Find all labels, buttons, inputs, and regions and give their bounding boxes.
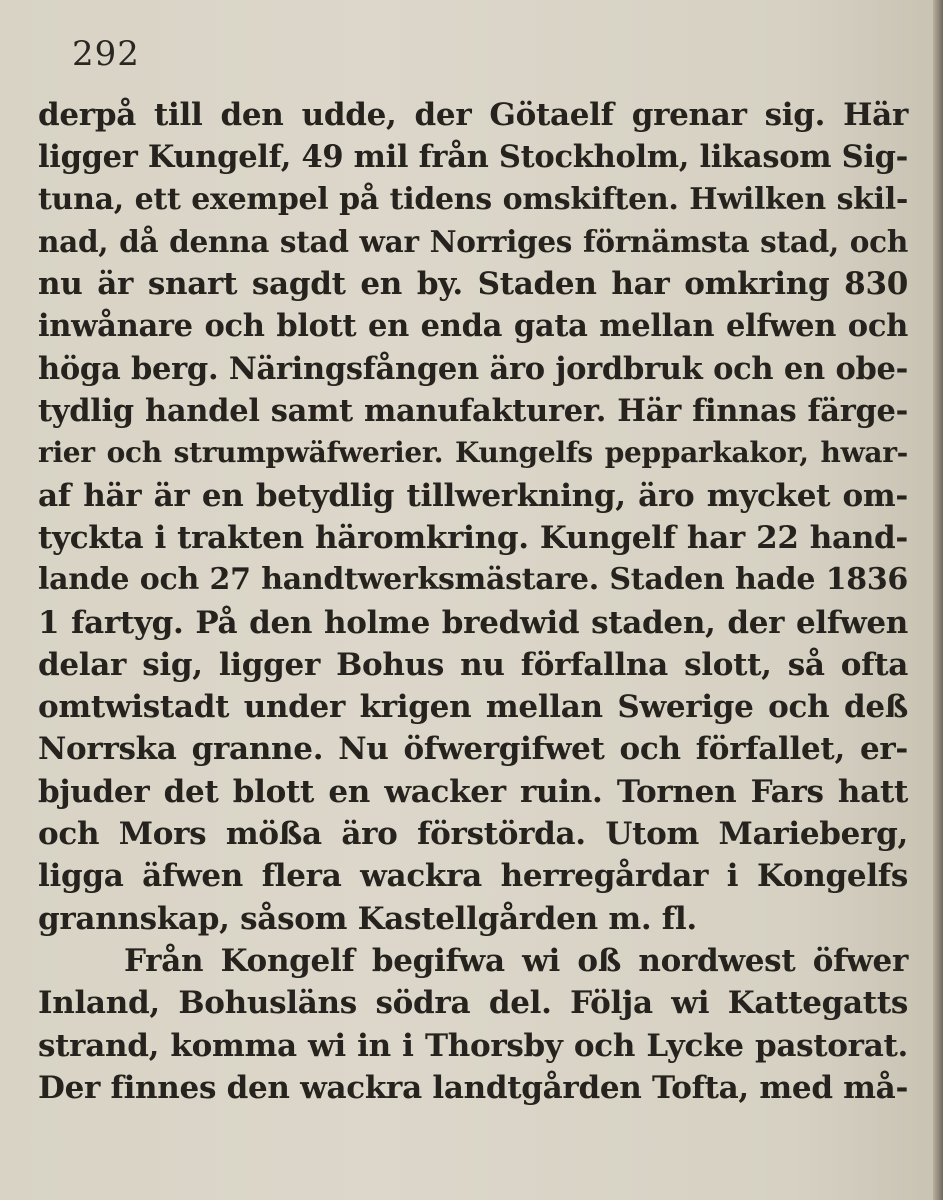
book-spine-shadow — [933, 0, 943, 1200]
body-text — [38, 94, 908, 1109]
text-line: af här är en betydlig tillwerkning, äro mycket om- — [38, 477, 908, 514]
text-line: höga berg. Näringsfången äro jordbruk och en obe- — [38, 350, 908, 387]
text-line: delar sig, ligger Bohus nu förfallna slott, så ofta — [38, 646, 908, 683]
text-line: och Mors mößa äro förstörda. Utom Marieberg, — [38, 816, 908, 853]
text-line: Inland, Bohusläns södra del. Följa wi Kattegatts — [38, 985, 908, 1022]
text-line: ligga äfwen flera wackra herregårdar i Kongelfs — [38, 858, 908, 895]
text-line: tydlig handel samt manufakturer. Här finnas färge- — [38, 393, 908, 430]
text-line: grannskap, såsom Kastellgården m. fl. — [38, 900, 697, 937]
text-line: derpå till den udde, der Götaelf grenar sig. Här — [38, 97, 908, 133]
text-line: tuna, ett exempel på tidens omskiften. Hwilken skil- — [38, 181, 908, 217]
text-line: Der finnes den wackra landtgården Tofta, med må- — [38, 1069, 909, 1106]
text-line: rier och strumpwäfwerier. Kungelfs pepparkakor, hwar- — [38, 436, 908, 470]
text-line: strand, komma wi in i Thorsby och Lycke pastorat. — [38, 1027, 908, 1064]
text-line: lande och 27 handtwerksmästare. Staden hade 1836 — [38, 562, 908, 598]
text-line: Norrska granne. Nu öfwergifwet och förfallet, er- — [38, 731, 908, 768]
text-line: nu är snart sagdt en by. Staden har omkring 830 — [38, 266, 908, 303]
text-line: inwånare och blott en enda gata mellan elfwen och — [38, 308, 908, 345]
text-line: 1 fartyg. På den holme bredwid staden, der elfwen — [38, 604, 908, 641]
text-line: nad, då denna stad war Norriges förnämsta stad, och — [38, 223, 908, 259]
text-line: bjuder det blott en wacker ruin. Tornen Fars hatt — [38, 773, 908, 810]
text-line: ligger Kungelf, 49 mil från Stockholm, likasom Sig- — [38, 139, 908, 176]
page-number: 292 — [72, 34, 140, 74]
text-line: omtwistadt under krigen mellan Swerige och deß — [38, 689, 908, 726]
text-line: tyckta i trakten häromkring. Kungelf har 22 hand- — [38, 519, 908, 556]
text-line: Från Kongelf begifwa wi oß nordwest öfwer — [124, 942, 908, 979]
